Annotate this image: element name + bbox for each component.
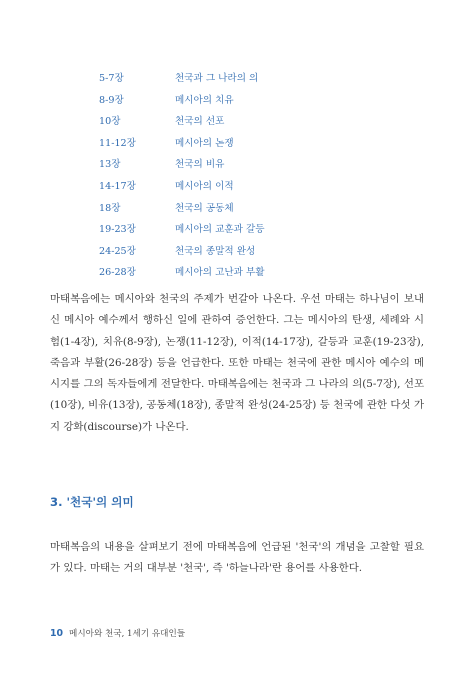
outline-title: 천국의 공동체 [175, 202, 234, 214]
page-footer [50, 627, 185, 639]
outline-chapter: 13장 [99, 159, 121, 171]
outline-title: 천국의 종말적 완성 [175, 245, 256, 257]
chapter-outline [99, 68, 359, 284]
outline-title: 천국과 그 나라의 의 [175, 73, 259, 84]
outline-title: 천국의 비유 [175, 159, 225, 171]
outline-chapter: 10장 [99, 116, 121, 128]
running-title: 메시아와 천국, 1세기 유대인들 [69, 629, 186, 639]
outline-title: 메시아의 치유 [175, 94, 234, 106]
outline-row [99, 241, 359, 263]
outline-row [99, 111, 359, 133]
outline-row [99, 262, 359, 284]
outline-chapter: 26-28장 [99, 267, 136, 279]
outline-title: 메시아의 논쟁 [175, 137, 234, 149]
body-paragraph: 마태복음에는 메시아와 천국의 주제가 번갈아 나온다. 우선 마태는 하나님이 보내신 메시아 예수께서 행하신 일에 관하여 증언한다. 그는 메시아의 탄생, 세례와 시험(1-4장), 치유(8-9장), 논쟁(11-12장), 이적(14-17장), 갈등과 교훈(19-23장), 죽음과 부활(26-28장) 등을 언급한다. 또한 마태는 천국에 관한 메시아 예수의 메시지를 그의 독자들에게 전달한다. 마태복음에는 천국과 그 나라의 의(5-7장), 선포(10장), 비유(13장), 공동체(18장), 종말적 완성(24-25장) 등 천국에 관한 다섯 가지 강화(discourse)가 나온다. [50, 293, 424, 433]
outline-title: 메시아의 교훈과 갈등 [175, 224, 265, 236]
outline-chapter: 14-17장 [99, 180, 136, 192]
outline-row [99, 90, 359, 112]
page-number: 10 [50, 628, 64, 639]
outline-row [99, 219, 359, 241]
outline-row [99, 176, 359, 198]
outline-title: 메시아의 이적 [175, 180, 234, 192]
outline-chapter: 8-9장 [99, 94, 124, 106]
outline-row [99, 68, 359, 90]
body-paragraph: 마태복음의 내용을 살펴보기 전에 마태복음에 언급된 '천국'의 개념을 고찰할 필요가 있다. 마태는 거의 대부분 '천국', 즉 '하늘나라'란 용어를 사용한다. [50, 541, 424, 575]
outline-chapter: 18장 [99, 202, 121, 214]
section-heading: 3. '천국'의 의미 [50, 495, 134, 509]
outline-chapter: 11-12장 [99, 137, 136, 149]
outline-chapter: 24-25장 [99, 245, 136, 257]
outline-row [99, 133, 359, 155]
outline-title: 메시아의 고난과 부활 [175, 267, 265, 279]
outline-chapter: 19-23장 [99, 224, 136, 236]
outline-chapter: 5-7장 [99, 73, 124, 84]
outline-row [99, 154, 359, 176]
outline-row [99, 198, 359, 220]
outline-title: 천국의 선포 [175, 116, 225, 128]
